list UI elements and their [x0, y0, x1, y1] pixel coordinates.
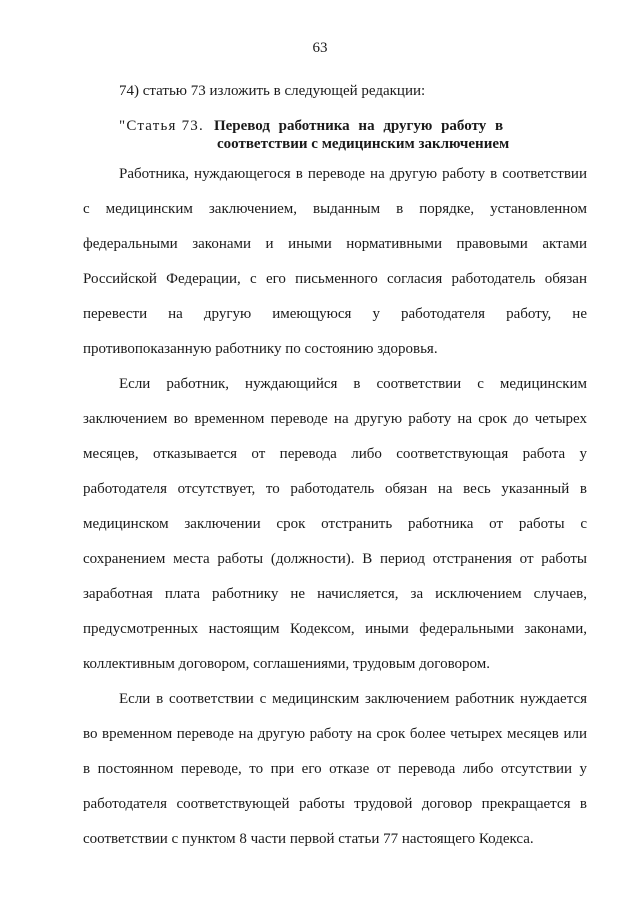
text-line: Работника, нуждающегося в переводе на другую работу в соответствии: [119, 166, 587, 182]
amendment-intro: 74) статью 73 изложить в следующей редакции:: [119, 83, 426, 99]
text-line: с медицинским заключением, выданным в порядке, установленном: [83, 201, 587, 217]
text-line: сохранением места работы (должности). В период отстранения от работы: [83, 551, 587, 567]
article-title-line-1: Перевод работника на другую работу в: [213, 118, 504, 134]
text-line: месяцев, отказывается от перевода либо соответствующая работа у: [83, 446, 587, 462]
article-title-line-2: соответствии с медицинским заключением: [217, 136, 510, 152]
text-line: в постоянном переводе, то при его отказе от перевода либо отсутствии у: [83, 761, 587, 777]
page-number: 63: [312, 40, 328, 56]
text-line: медицинском заключении срок отстранить работника от работы с: [83, 516, 587, 532]
text-line: предусмотренных настоящим Кодексом, иными федеральными законами,: [83, 621, 587, 637]
article-label: "Статья 73.: [119, 118, 204, 134]
text-line: федеральными законами и иными нормативными правовыми актами: [83, 236, 587, 252]
text-line: работодателя отсутствует, то работодатель обязан на весь указанный в: [83, 481, 587, 497]
text-line: противопоказанную работнику по состоянию здоровья.: [83, 341, 438, 357]
text-line: Если в соответствии с медицинским заключением работник нуждается: [119, 691, 587, 707]
text-line: заключением во временном переводе на другую работу на срок до четырех: [83, 411, 587, 427]
text-line: Российской Федерации, с его письменного согласия работодатель обязан: [83, 271, 587, 287]
text-line: коллективным договором, соглашениями, трудовым договором.: [83, 656, 491, 672]
text-line: во временном переводе на другую работу на срок более четырех месяцев или: [83, 726, 587, 742]
text-line: работодателя соответствующей работы трудовой договор прекращается в: [83, 796, 587, 812]
text-line: заработная плата работнику не начисляется, за исключением случаев,: [83, 586, 587, 602]
text-line: соответствии с пунктом 8 части первой статьи 77 настоящего Кодекса.: [83, 831, 534, 847]
text-line: Если работник, нуждающийся в соответствии с медицинским: [119, 376, 587, 392]
text-line: перевести на другую имеющуюся у работодателя работу, не: [83, 306, 587, 322]
article-heading: [119, 117, 539, 153]
